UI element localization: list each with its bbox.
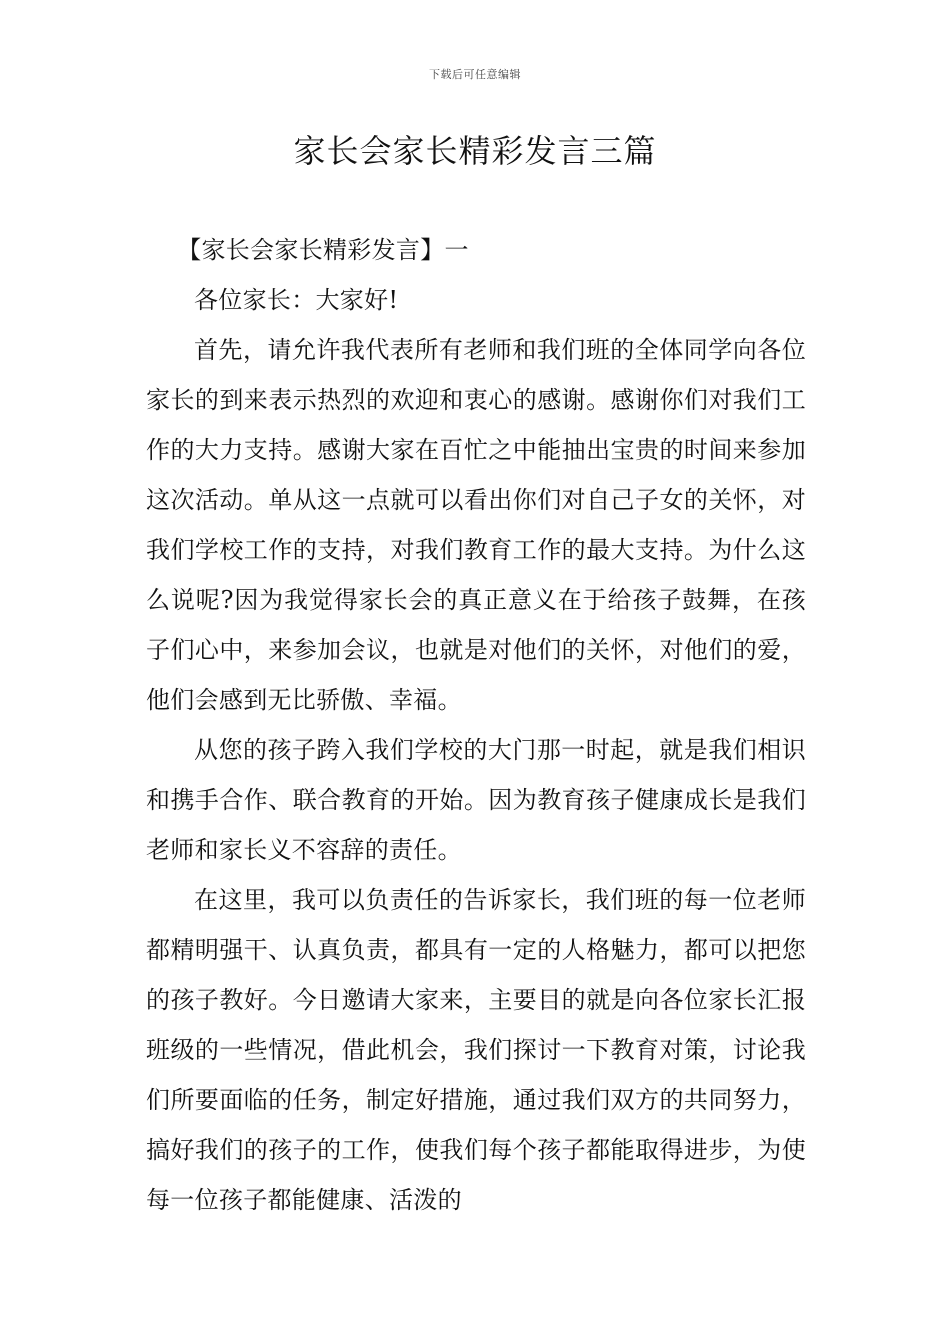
paragraph-3: 在这里，我可以负责任的告诉家长，我们班的每一位老师都精明强干、认真负责，都具有一定的人格魅力，都可以把您的孩子教好。今日邀请大家来，主要目的就是向各位家长汇报班级的一些情况，借此机会，我们探讨一下教育对策，讨论我们所要面临的任务，制定好措施，通过我们双方的共同努力，搞好我们的孩子的工作，使我们每个孩子都能取得进步，为使每一位孩子都能健康、活泼的 (146, 886, 806, 1214)
document-title: 家长会家长精彩发言三篇 (293, 132, 657, 170)
section-heading: 【家长会家长精彩发言】一 (177, 236, 469, 264)
document-body (146, 225, 806, 1225)
paragraph-1: 首先，请允许我代表所有老师和我们班的全体同学向各位家长的到来表示热烈的欢迎和衷心的感谢。感谢你们对我们工作的大力支持。感谢大家在百忙之中能抽出宝贵的时间来参加这次活动。单从这一点就可以看出你们对自己子女的关怀，对我们学校工作的支持，对我们教育工作的最大支持。为什么这么说呢?因为我觉得家长会的真正意义在于给孩子鼓舞，在孩子们心中，来参加会议，也就是对他们的关怀，对他们的爱，他们会感到无比骄傲、幸福。 (146, 336, 806, 714)
header-note: 下载后可任意编辑 (429, 68, 521, 81)
paragraph-2: 从您的孩子跨入我们学校的大门那一时起，就是我们相识和携手合作、联合教育的开始。因为教育孩子健康成长是我们老师和家长义不容辞的责任。 (146, 736, 806, 864)
greeting-line: 各位家长：大家好! (194, 286, 399, 314)
